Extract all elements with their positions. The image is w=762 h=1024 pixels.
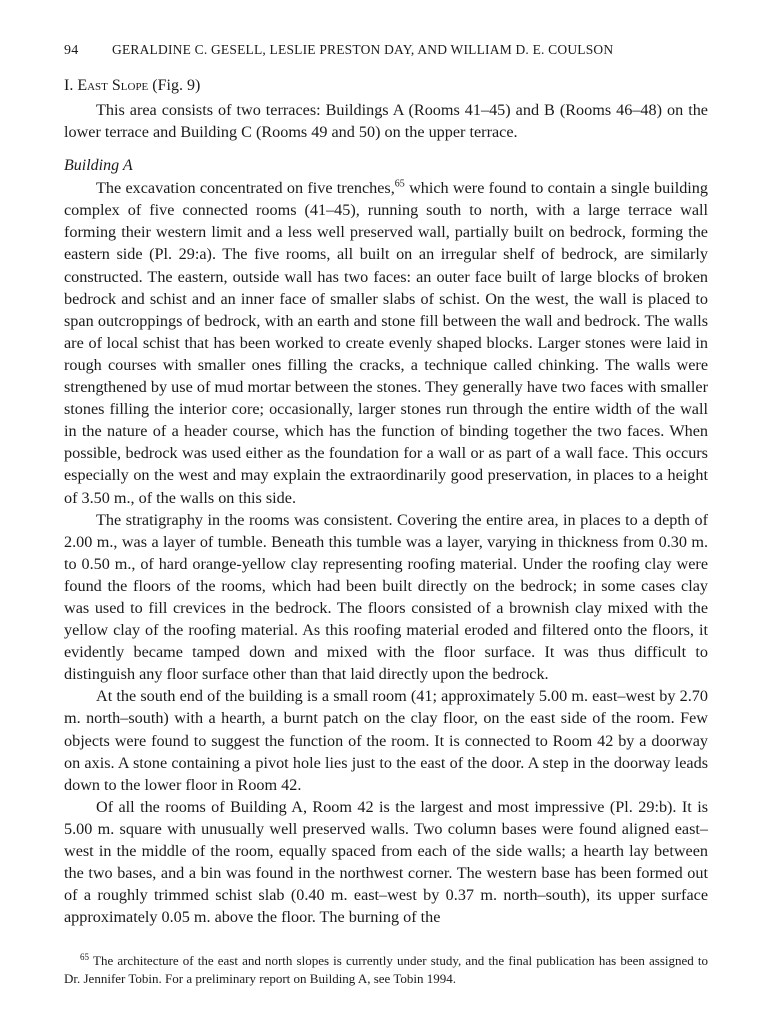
subsection-heading: Building A [64,157,133,175]
section-intro-paragraph: This area consists of two terraces: Buildings A (Rooms 41–45) and B (Rooms 46–48) on the lower terrace and Building C (Rooms 49 and 50) on the upper terrace. [64,101,708,142]
footnote-reference[interactable]: 65 [394,178,405,190]
section-numeral: I. [64,77,74,94]
section-title: East Slope [77,77,149,94]
section-heading [64,75,708,97]
footnote-number: 65 [80,952,89,963]
running-head-authors: GERALDINE C. GESELL, LESLIE PRESTON DAY, AND WILLIAM D. E. COULSON [112,42,614,57]
footnote-text: The architecture of the east and north slopes is currently under study, and the final publication has been assigned to Dr. Jennifer Tobin. For a preliminary report on Building A, see Tobin 1994. [64,953,708,987]
footnote [64,952,708,988]
running-head [64,40,708,61]
page-number: 94 [64,43,79,58]
body-paragraph-1 [64,177,708,508]
paragraph-1-lead: The excavation concentrated on five trenches, [96,179,395,198]
body-paragraph-2: The stratigraphy in the rooms was consistent. Covering the entire area, in places to a depth of 2.00 m., was a layer of tumble. Beneath this tumble was a layer, varying in thickness from 0.30 m. to 0.50 m., of hard orange-yellow clay representing roofing material. Under the roofing clay were found the floors of the rooms, which had been built directly on the bedrock; in some cases clay was used to fill crevices in the bedrock. The floors consisted of a brownish clay mixed with the yellow clay of the roofing material. As this roofing material eroded and filtered onto the floors, it evidently became tamped down and mixed with the floor surface. It was thus difficult to distinguish any floor surface other than that laid directly upon the bedrock. [64,510,708,684]
paragraph-1-rest: which were found to contain a single building complex of five connected rooms (41–45), running south to north, with a large terrace wall forming their western limit and a less well preserved wall, partially built on bedrock, forming the eastern side (Pl. 29:a). The five rooms, all built on an irregular shelf of bedrock, are similarly constructed. The eastern, outside wall has two faces: an outer face built of large blocks of broken bedrock and schist and an inner face of smaller slabs of schist. On the west, the wall is placed to span outcroppings of bedrock, with an earth and stone fill between the wall and bedrock. The walls are of local schist that has been worked to create evenly shaped blocks. Larger stones were laid in rough courses with smaller ones filling the cracks, a technique called chinking. The walls were strengthened by use of mud mortar between the stones. They generally have two faces with smaller stones filling the interior core; occasionally, larger stones run through the entire width of the wall in the nature of a header course, which has the function of binding together the two faces. When possible, bedrock was used either as the foundation for a wall or as part of a wall face. This occurs especially on the west and may explain the extraordinarily good preservation, in places to a height of 3.50 m., of the walls on this side. [64,179,708,507]
page [64,40,708,988]
body-paragraph-3: At the south end of the building is a small room (41; approximately 5.00 m. east–west by 2.70 m. north–south) with a hearth, a burnt patch on the clay floor, on the east side of the room. Few objects were found to suggest the function of the room. It is connected to Room 42 by a doorway on axis. A stone containing a pivot hole lies just to the east of the door. A step in the doorway leads down to the lower floor in Room 42. [64,687,708,794]
section-figure-ref: (Fig. 9) [152,77,201,94]
body-paragraph-4: Of all the rooms of Building A, Room 42 is the largest and most impressive (Pl. 29:b). It is 5.00 m. square with unusually well preserved walls. Two column bases were found aligned east–west in the middle of the room, equally spaced from each of the side walls; a hearth lay between the two bases, and a bin was found in the northwest corner. The western base has been formed out of a roughly trimmed schist slab (0.40 m. east–west by 0.37 m. north–south), its upper surface approximately 0.05 m. above the floor. The burning of the [64,797,708,927]
